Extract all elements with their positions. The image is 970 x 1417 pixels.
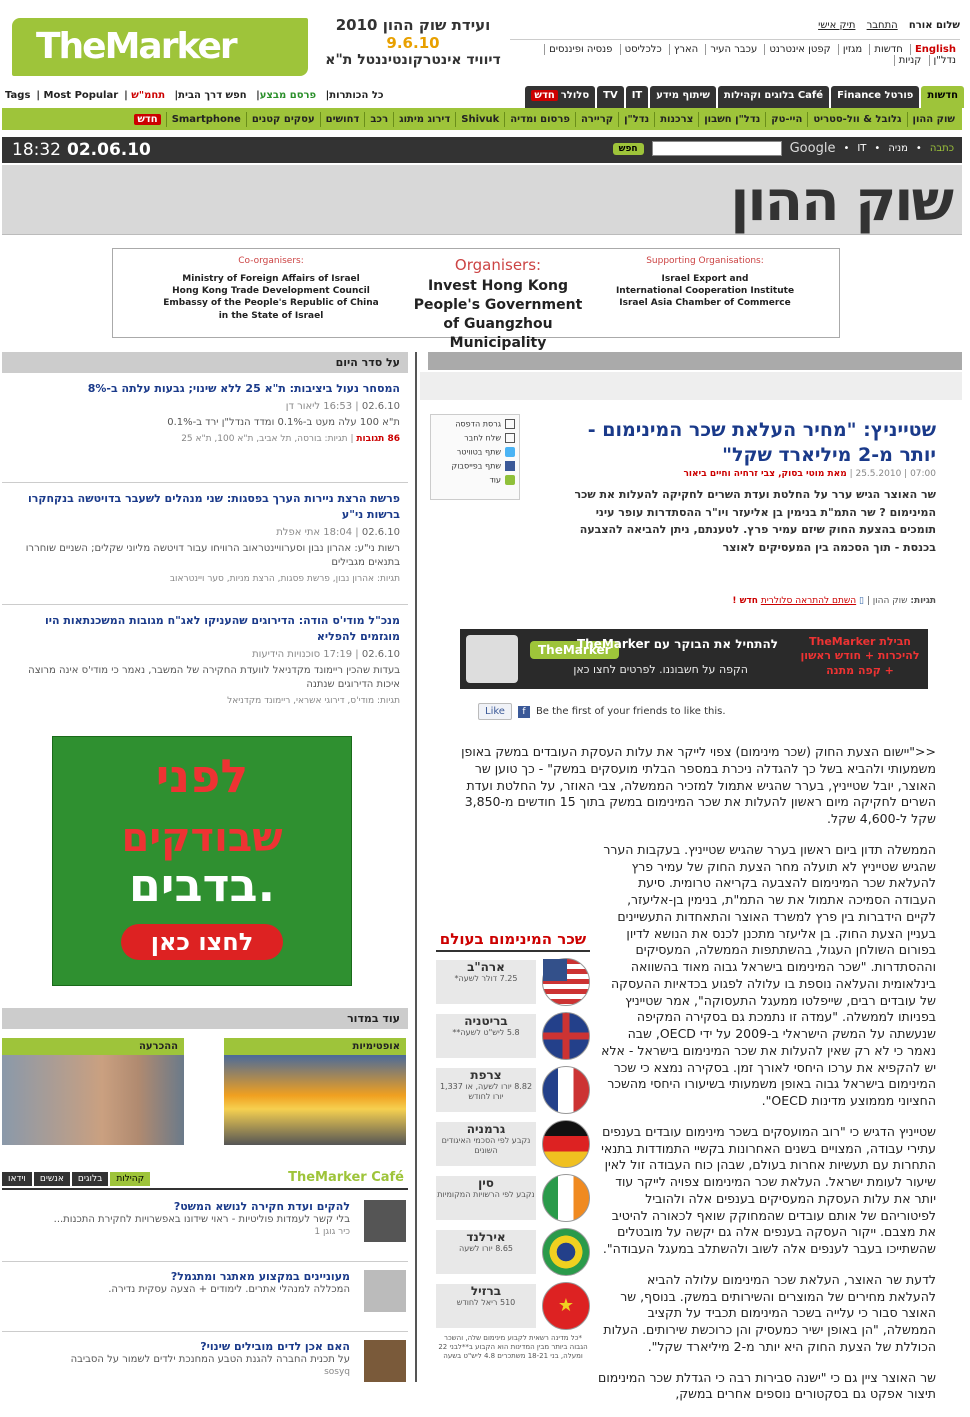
conference-promo[interactable] (318, 16, 508, 68)
news-body: רשות ני"ע: אהרון נבון וסערוויינטראוב הרוויחו עבור דויטשה מליוני שקלים; השניים שוחררו בתנאים מגבילים (25, 542, 400, 568)
news-title[interactable]: מנכ"ל מודי'ס הודה: הדירוגים שהעניקו לאג"ח מגובות המשכנתאות היו מוגזמים להפליא (44, 614, 400, 643)
cafe-item (2, 1336, 408, 1382)
cafe-item (2, 1266, 408, 1332)
send-friend-link[interactable] (435, 433, 515, 443)
news-tags: 86 תגובות | תגיות: בורסה, תל אביב, ת"א 100, ת"א 25 (181, 433, 400, 444)
login-link[interactable]: התחבר (866, 20, 898, 31)
news-date: 02.6.10 (361, 526, 400, 538)
nav-capital-market[interactable]: שוק ההון (907, 112, 960, 127)
site-link-pension[interactable]: פנסיה ופיננסים (544, 44, 616, 55)
ireland-flag-icon (542, 1174, 590, 1222)
organisers (393, 255, 603, 353)
cafe-item (2, 1196, 408, 1262)
section-nav (2, 108, 962, 130)
article-paragraph: הממשלה תדון ביום ראשון בערר שהגיש שטייניץ. בעקבות הערר שהגיש שטייניץ לא תועלה מחר הצעת החוק של עמיר פרץ להעלאת שכר המינימום להצבעה בקריאה טרומית. סיעת העבודה הסמיכה אתמול את שר התמ"ת, בנימין בן-אליעזר, לקיים הידברות בין פרץ למשרד האוצר והתאחדות התעשיינים בעניין הצעת החוק. בן אליעזר מתכנן לכנס את הנושא לדיון בפורום השולחן העגול, בהשתתפות הממשלה, המעסיקים וההסתדרות. "שכר המינימום בישראל גבוה מאוד בהשוואה בינלאומית והעלאה נוספת בו עלולה לפגוע בכדאיות ההעסקה של עובדים רבים, שייפלטו ממעגל התעסוקה", אמר שטייניץ בפניותו לממשלה. "עמדה זו נתמכת גם בסקירה המקיפה שנעשתה על המשק הישראלי ב-2009 על ידי OECD, שבה נאמר כי לא רק שאין להעלות את שכר המינימום בישראל - אלא יש להקפיא את ערכו היחסי לאורך זמן. בסקירה נמצא כי שכר המינימום בישראל גבוה באופן משמעותי בשיעורו היחסי מהשכר החציוני מממוצע מדינות OECD". (601, 841, 936, 1108)
search-input[interactable] (652, 141, 782, 156)
article-paragraph: שטייניץ הדגיש כי "רוב המועסקים בשכר מינימום עובדים בענפים עתירי עבודה, המצויים בשנים האחרונות בקשיי התמודדות בתנאי התחרות עם תעשיות אחרות בעולם, שבהן כוח העבודה זול לאין שיעור לעומת ישראל. העלאת שכר המינימום צפויה לייקר עוד יותר את עלות העסקת המעסיקים בענפים אלה ולהוביל לפיטוריהם של אותם עובדים שהמחוקק שואף לכאורה להיטיב את מצבם. ייקור העסקה בענפים אלה גם יקשה על מובטלים שהשתייכו בעבר לענפים אלה לשוב ולהשתלב במעגל העבודה". (601, 1123, 936, 1256)
most-popular-link[interactable]: Most Popular (43, 90, 119, 101)
news-author[interactable]: סוכנויות הידיעות (252, 648, 321, 660)
article-top-bar (428, 352, 962, 370)
cafe-tabs (2, 1172, 150, 1186)
article-title: שטייניץ: "מחיר העלאת שכר המינימום - יותר מ-2 מיליארד שקל" (587, 419, 936, 466)
site-link-captain[interactable]: קפטן אינטרנט (764, 44, 834, 55)
supporting-line: Israel Asia Chamber of Commerce (619, 298, 791, 309)
promo-caption: ההכרעה (2, 1038, 184, 1055)
nav-brand-rating[interactable]: דירוג מיתוג (393, 112, 455, 127)
tags-list[interactable]: מודי'ס, דירוגי אשראי, ריימונד מקדניאל (227, 695, 375, 706)
tab-news[interactable]: חדשות (921, 86, 964, 108)
section-title: שוק ההון (730, 169, 952, 234)
news-meta: 02.6.10 | 18:04 אתי אפלת (276, 526, 400, 538)
supporting-heading: Supporting Organisations: (646, 256, 764, 266)
nav-new-badge-wrap (129, 112, 165, 127)
cafe-thumbnail (364, 1270, 406, 1312)
ad-line-2: שבודקים (121, 814, 283, 861)
organiser-line: People's Government (413, 297, 583, 314)
co-organisers (161, 255, 381, 322)
agenda-header: על סדר היום (2, 352, 408, 373)
site-link-mouse[interactable]: עכבר העיר (705, 44, 761, 55)
conference-date: 9.6.10 (386, 34, 440, 52)
co-organiser-line: Ministry of Foreign Affairs of Israel (182, 274, 360, 285)
article-tags: תגיות: שוק ההון | ▯ השתם להתראה סלולרית חדש ! (732, 596, 936, 606)
country-name: בריטניה (464, 1014, 508, 1028)
news-time: 17:19 (323, 648, 353, 660)
cafe-tab-video[interactable]: וידאו (2, 1172, 32, 1186)
article-paragraph: שר האוצר ציין גם כי "ישנה סבירות רבה כי הגדלת שכר המינימום תיצור אפקט גם בסקטורים נוספים אחרים במשק, (598, 1369, 936, 1402)
promo-caption: אופטימיות (224, 1038, 406, 1055)
site-link-calcalist[interactable]: כלכליסט (620, 44, 666, 55)
country-row (436, 1012, 590, 1062)
site-link-shopping[interactable]: קניות (894, 55, 926, 66)
infographic-footnote: *כל מדינה רשאית לקבוע מינימום שלה, והשכר הגבוה ביותר מבין המדינות הוא הקבוע ב**לבני 22 ומעלה, בני 18-21 משתכרים 4.8 ליש"ט בשעה (438, 1334, 588, 1361)
themarker-logo[interactable]: TheMarker (12, 18, 308, 76)
more-share-link[interactable] (435, 475, 515, 485)
search-option-stock[interactable]: מניה (888, 143, 908, 154)
clock-date: 02.06.10 (67, 140, 151, 160)
site-link-news[interactable]: חדשות (869, 44, 906, 55)
home-search-link[interactable]: חפש דרך הבית (178, 90, 247, 101)
news-tags (8, 574, 400, 584)
tab-cellular[interactable] (525, 86, 595, 108)
section-header (2, 165, 962, 235)
cafe-tab-blogs[interactable]: בלוגים (72, 1172, 108, 1186)
more-header: עוד במדור (2, 1008, 408, 1029)
cafe-logo[interactable]: TheMarker Café (288, 1170, 404, 1185)
article-meta: 07:00 | 25.5.2010 | מאת מוטי בסוק, צבי זרחיה וחיים ביאור (683, 469, 936, 479)
country-name: סין (478, 1176, 494, 1190)
ad-line-3: בדבים. (128, 857, 276, 912)
personal-folder-link[interactable]: תיק אישי (818, 20, 856, 31)
twitter-share-link[interactable] (435, 447, 515, 457)
like-text: Be the first of your friends to like this. (535, 706, 726, 717)
france-flag-icon (542, 1066, 590, 1114)
conference-title: ועידת שוק ההון 2010 (335, 16, 491, 34)
google-logo: Google (789, 141, 836, 156)
nav-global[interactable]: גלובל & וול-סטריט (807, 112, 906, 127)
print-label: גרסת הדפסה (455, 419, 501, 429)
news-item (2, 483, 408, 605)
wage-value: 7.25 דולר לשעה* (454, 974, 518, 983)
site-link-magazine[interactable]: מגזין (838, 44, 866, 55)
top-links (510, 20, 960, 66)
tags-label: תגיות: (910, 596, 936, 606)
coffee-cup-image (466, 635, 518, 683)
tab-finance[interactable]: פורטל Finance (831, 86, 919, 108)
all-headlines-link[interactable]: כל הכותרות (329, 90, 384, 101)
nav-career[interactable]: קריירה (575, 112, 618, 127)
country-name: גרמניה (466, 1122, 506, 1136)
brazil-flag-icon (542, 1228, 590, 1276)
article-paragraph: <<"יישום הצעת החוק (שכר מינימום) צפוי לייקר את עלות העסקת העובדים במשק באופן משמעותי ולהביא בשל כך להגדלה ניכרת במספר הבלתי מועסקים במשק" - כך טוען שר האוצר, יובל שטייניץ, בערר שהגיש אתמול למזכיר הממשלה, צבי האוזר, על החלטת ועדת השרים לחקיקה מיום ראשון להעלות את שכר המינימום במשק בתוך 15 חודשים מ-3,850 שקל ל-4,600 שקל. (461, 744, 936, 826)
organiser-line: of Guangzhou Municipality (443, 316, 553, 351)
tags-label: תגיות: (324, 433, 348, 444)
news-meta: 02.6.10 | 16:53 ליאור דן (285, 400, 400, 412)
country-row (436, 1066, 590, 1116)
facebook-label: שתף בפייסבוק (451, 461, 501, 471)
country-name: צרפת (470, 1068, 502, 1082)
twitter-icon (505, 447, 515, 457)
nav-account[interactable]: נדל"ן חשבון (698, 112, 765, 127)
news-item (2, 605, 408, 723)
co-organiser-line: Embassy of the People's Republic of China (163, 298, 379, 309)
country-name: ארה"ב (467, 960, 505, 974)
news-meta: 02.6.10 | 17:19 סוכנויות הידיעות (252, 648, 400, 660)
news-time: 18:04 (323, 526, 353, 538)
infographic-title: שכר המינימום בעולם (436, 930, 590, 952)
article-lead: שר האוצר הגיש ערר על החלטת ועדת השרים לחקיקה להעלות את שכר המינימום ? שר התמ"ת בנימין בן אליעזר ויו"ר ההסתדרות עופר עיני תומכים בהצעת החוק שיזם עמיר פרץ. לטענתם, ניתן להביאה להצבעה בכנסת - תוך הסכמה בין המעסיקים לאוצר (574, 488, 936, 554)
co-organisers-heading: Co-organisers: (238, 256, 304, 266)
promo-decision[interactable] (2, 1038, 184, 1148)
like-button[interactable]: Like (478, 703, 512, 720)
ad-badge: חבילת TheMarker להיכרות + חודש ראשון + קפה מתנה (800, 635, 920, 677)
cafe-item-title[interactable]: מעוניינים במקצוע מאתגר ומתגמל? (170, 1270, 350, 1283)
tag-link[interactable]: שוק ההון (872, 596, 908, 606)
cafe-tab-people[interactable]: אנשים (34, 1172, 70, 1186)
co-organiser-line: Hong Kong Trade Development Council (172, 286, 370, 297)
site-link-realestate[interactable]: נדל"ן (929, 55, 960, 66)
agenda-column (2, 352, 408, 723)
new-badge: חדש (531, 90, 557, 101)
cafe-thumbnail (364, 1200, 406, 1242)
print-icon (505, 419, 515, 429)
china-flag-icon: ★ (542, 1282, 590, 1330)
tab-it[interactable]: IT (626, 86, 649, 108)
wage-value: 8.82 יורו לשעה, או 1,337 יורו לחודש (439, 1082, 533, 1101)
news-body: בעדות שהכין ריימונד מקדניאל לוועדת החקירה של המשבר, נאמר כי מודי'ס אינה מרוצה איכות הדירוגים שנתנה (28, 664, 400, 690)
country-row (436, 1174, 590, 1224)
news-title[interactable]: פרשת הרצת ניירות הערך בפסגות: שני מנהלים לשעבר בדויטשה בנקחקרו ברשות ני"ע (28, 492, 400, 521)
cafe-item-title[interactable]: להקים ועדת חקירה לנושא המשט? (173, 1200, 350, 1213)
publish-sale-link[interactable]: פרסם מבצע (259, 90, 317, 101)
search-button[interactable]: חפש (613, 143, 644, 155)
wage-value: 5.8 ליש"ט לשעה** (452, 1028, 520, 1037)
nav-cars[interactable]: רכב (364, 112, 393, 127)
new-badge: חדש ! (732, 596, 758, 606)
cafe-item-author[interactable]: כיר גוגן 1 (314, 1226, 350, 1237)
ad-logo: TheMarker (530, 641, 619, 659)
organisers-heading: Organisers: (454, 256, 542, 274)
nav-consumer[interactable]: צרכנות (654, 112, 698, 127)
news-item (2, 373, 408, 483)
cafe-box-header (2, 1170, 408, 1190)
tags-label: תגיות: (376, 695, 400, 706)
email-link[interactable]: תחמ"ש (131, 90, 166, 101)
mail-icon (505, 433, 515, 443)
conference-banner[interactable] (112, 248, 840, 351)
cafe-item-body: בלי קשר לעמדות פוליטיות - ראוי שידונו באפשרויות לחקירת התכנות... (53, 1214, 350, 1225)
clock-time: 18:32 (12, 140, 61, 160)
search-area: כתבה • מניה • IT • Google חפש (613, 141, 954, 156)
country-row (436, 1228, 590, 1278)
news-date: 02.6.10 (361, 648, 400, 660)
promo-optimism[interactable] (224, 1038, 406, 1148)
news-time: 16:53 (323, 400, 353, 412)
more-label: עוד (489, 475, 501, 485)
cafe-tab-communities[interactable]: קהילות (110, 1172, 150, 1186)
news-author[interactable]: אתי אפלת (276, 526, 321, 538)
nav-hitech[interactable]: היי-טק (765, 112, 807, 127)
nav-reports[interactable]: דחושים (320, 112, 365, 127)
column-divider (415, 352, 417, 1382)
wage-value: נקבע לפי הרשויות המקומיות (437, 1190, 535, 1199)
uk-flag-icon (542, 1012, 590, 1060)
facebook-like-box (478, 703, 726, 720)
flare-image (224, 1055, 406, 1145)
cafe-item-body: על תכנית החברה להגנת הטבע המחנכת ילדים לשמור על הסביבה (70, 1354, 350, 1365)
article-authors[interactable]: מאת מוטי בסוק, צבי זרחיה וחיים ביאור (683, 469, 847, 479)
tab-tv[interactable]: TV (597, 86, 624, 108)
share-tools (430, 414, 520, 500)
tab-share-info[interactable]: שיתוף מידע (650, 86, 716, 108)
clock-search-bar (2, 137, 962, 163)
tags-link[interactable]: Tags (5, 90, 31, 101)
wage-value: נקבע לפי הסכמי האיגודים השונים (441, 1136, 531, 1155)
print-link[interactable] (435, 419, 515, 429)
tags-list[interactable]: בורסה, תל אביב, ת"א 100, ת"א 25 (181, 433, 322, 444)
ad-line-1: לפני (155, 749, 249, 803)
nav-shivuk[interactable]: Shivuk (455, 112, 504, 127)
tags-list[interactable]: אהרון נבון, פרשת פסגות, הרצת מניות, סער ויינטראוב (169, 573, 375, 584)
cellular-alert-link[interactable]: השתם להתראה סלולרית (760, 596, 857, 606)
news-tags (8, 696, 400, 706)
co-organiser-line: in the State of Israel (218, 310, 324, 321)
ad-headline: להתחיל את הבוקר עם TheMarker (576, 637, 778, 651)
tags-label: תגיות: (376, 573, 400, 584)
clock (12, 140, 151, 160)
facebook-icon: f (518, 706, 530, 718)
ad-subline: הקפה על חשבוננו. לפרטים לחצו כאן (573, 663, 748, 676)
person-image (2, 1055, 184, 1145)
news-date: 02.6.10 (361, 400, 400, 412)
tab-cellular-label: סלולר (560, 90, 590, 101)
country-name: ברזיל (470, 1284, 502, 1298)
country-row (436, 1282, 590, 1332)
cafe-item-body: המכללה למנהלי אתרים. לימודים + הצעה עסקית נדירה. (108, 1284, 350, 1295)
article-paragraph: לדעת שר האוצר, העלאת שכר המינימום עלולה להביא להעלאת מחירים של המוצרים והשירותים במשק. בנוסף, שר האוצר סבור כי עלייה בשכר המינימום תכביד על תקציב הממשלה, "הן באופן ישיר כמעסיק והן כרוכשת שירותים. העלות הכוללת של הצעת החוק היא יותר מ-2 מיליארד שקל". (603, 1271, 936, 1354)
dabi-advertisement[interactable] (52, 736, 352, 986)
nav-small-business[interactable]: עסקים קטנים (246, 112, 320, 127)
news-body: ת"א 100 עלה מעט ב-0.1% ומדד הנדל"ן ירד ב-0.1% (167, 416, 400, 428)
supporting-line: International Cooperation Institute (615, 286, 795, 297)
facebook-share-link[interactable] (435, 461, 515, 471)
country-row (436, 1120, 590, 1170)
ad-cta-button[interactable]: לחצו כאן (121, 924, 284, 960)
article-shade (420, 372, 962, 400)
supporting-organisations (607, 255, 803, 310)
site-link-haaretz[interactable]: הארץ (669, 44, 702, 55)
phone-icon: ▯ (859, 596, 864, 606)
news-author[interactable]: ליאור דן (285, 400, 321, 412)
search-option-it[interactable]: IT (857, 143, 867, 154)
main-tabs (523, 86, 964, 108)
twitter-label: שתף בטוויטר (456, 447, 501, 457)
article-time: 07:00 (910, 469, 936, 479)
us-flag-icon (542, 958, 590, 1006)
wage-value: 510 ריאל לחודש (456, 1298, 516, 1307)
plus-icon (505, 475, 515, 485)
new-badge: חדש (134, 114, 160, 125)
cafe-item-title[interactable]: האם אכן לדים מובילים שינוי? (200, 1340, 350, 1353)
more-in-section (2, 1008, 408, 1029)
greeting: שלום אורח (908, 20, 960, 31)
cafe-thumbnail (364, 1340, 406, 1382)
country-name: אירלנד (466, 1230, 506, 1244)
minimum-wage-infographic (436, 930, 590, 1382)
organiser-line: Invest Hong Kong (427, 278, 569, 295)
facebook-icon (505, 461, 515, 471)
search-option-article[interactable]: כתבה (929, 143, 954, 154)
supporting-line: Israel Export and (661, 274, 749, 285)
news-title[interactable]: המסחר נעול ביציבות: ת"א 25 ללא שינוי; גבעות עלתה ב-8% (87, 382, 400, 395)
conference-venue: דיוויד אינטרקונטיננטל ת"א (325, 52, 501, 68)
utility-links: Tags | Most Popular | כל הכותרות| פרסם מבצע| חפש דרך הבית| תחמ"ש (5, 90, 384, 101)
english-link[interactable]: English (910, 44, 960, 55)
comment-count[interactable]: 86 תגובות (356, 433, 400, 444)
cafe-item-author[interactable]: sosyq (324, 1366, 350, 1377)
wage-value: 8.65 יורו לשעה (458, 1244, 513, 1253)
country-row (436, 958, 590, 1008)
tab-cafe[interactable]: Café בלוגים וקהילות (718, 86, 829, 108)
nav-advertising[interactable]: פרסום ומדיה (504, 112, 575, 127)
send-friend-label: שלח לחבר (464, 433, 501, 443)
article-date: 25.5.2010 (855, 469, 902, 479)
germany-flag-icon (542, 1120, 590, 1168)
subscription-advertisement[interactable] (460, 629, 928, 689)
nav-smartphone[interactable]: Smartphone (166, 112, 246, 127)
nav-realestate[interactable]: נדל"ן (618, 112, 654, 127)
